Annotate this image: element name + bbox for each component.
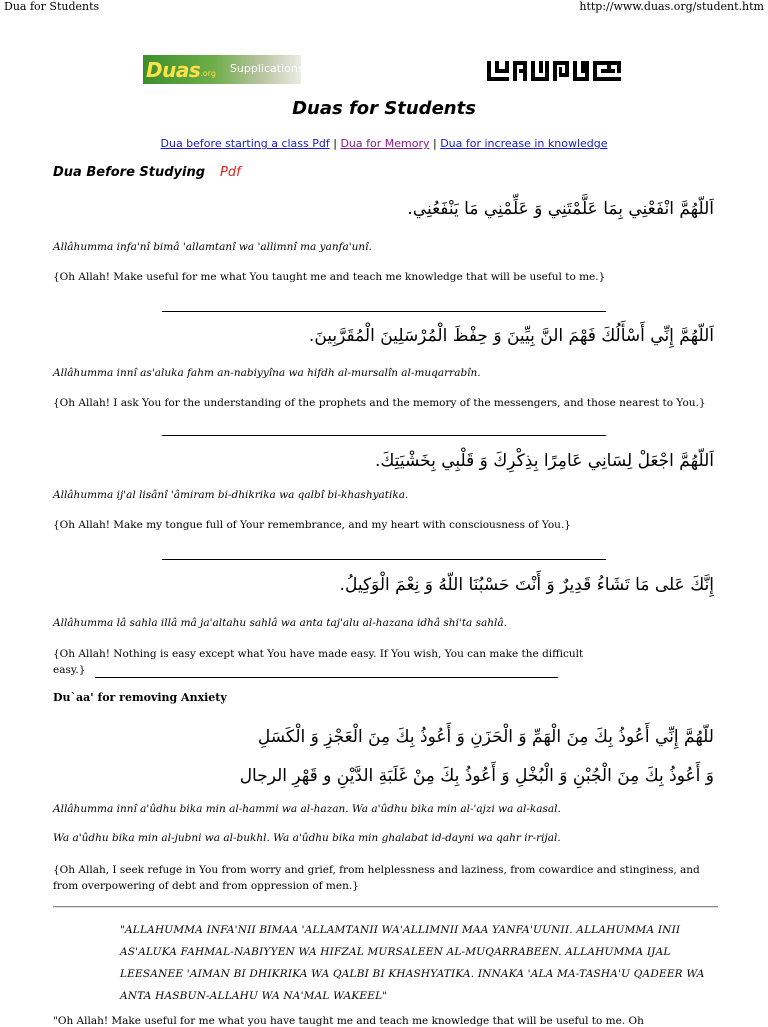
logo-tagline: Supplications xyxy=(229,61,304,75)
divider xyxy=(95,677,558,678)
section-heading-studying: Dua Before Studying xyxy=(53,165,206,180)
link-dua-before-class-pdf[interactable]: Dua before starting a class Pdf xyxy=(160,137,330,150)
logo-org: .org xyxy=(200,69,216,78)
logo-word: Duas xyxy=(146,57,201,82)
dua-transliteration: Allâhumma ij'al lisânî 'âmiram bi-dhikrika wa qalbî bi-khashyatika. xyxy=(53,489,409,501)
browser-page-title: Dua for Students xyxy=(4,0,100,13)
nav-separator: | xyxy=(329,137,341,150)
link-dua-for-memory[interactable]: Dua for Memory xyxy=(340,137,430,150)
dua-arabic: اَللّهُمَّ اجْعَلْ لِسَانِي عَامِرًا بِذِكْرِكَ وَ قَلْبِي بِخَشْيَتِكَ. xyxy=(374,451,714,471)
pdf-link[interactable]: Pdf xyxy=(220,165,241,180)
divider xyxy=(162,435,606,436)
dua-transliteration: Allâhumma lâ sahla illâ mâ ja'altahu sahlâ wa anta taj'alu al-hazana idhâ shi'ta sahlâ. xyxy=(53,617,507,629)
page-title: Duas for Students xyxy=(292,98,476,119)
basmala-calligraphy-icon xyxy=(487,58,623,84)
dua-translation: {Oh Allah! Make useful for me what You taught me and teach me knowledge that will be useful to me.} xyxy=(53,271,606,283)
divider xyxy=(162,559,606,560)
dua-translation: {Oh Allah! I ask You for the understanding of the prophets and the memory of the messengers, and those nearest to You.} xyxy=(53,397,706,409)
dua-translation: {Oh Allah! Nothing is easy except what You have made easy. If You wish, You can make the difficult easy.} xyxy=(53,648,584,676)
transliteration-quote: "ALLAHUMMA INFA'NII BIMAA 'ALLAMTANII WA'ALLIMNII MAA YANFA'UUNII. ALLAHUMMA INII AS'ALUKA FAHMAL-NABIYYEN WA HIFZAL MURSALEEN AL-MUQARRABEEN. ALLAHUMMA IJAL LEESANEE 'AIMAN BI DHIKRIKA WA QALBI BI KHASHYATIKA. INNAKA 'ALA MA-TASHA'U QADEER WA ANTA HASBUN-ALLAHU WA NA'MAL WAKEEL" xyxy=(120,924,705,1002)
bottom-translation: "Oh Allah! Make useful for me what you have taught me and teach me knowledge that will be useful to me. Oh xyxy=(53,1015,644,1027)
dua-translation: {Oh Allah! Make my tongue full of Your remembrance, and my heart with consciousness of You.} xyxy=(53,519,571,531)
dua-arabic: اَللّهُمَّ انْفَعْنِي بِمَا عَلَّمْتَنِي وَ عَلِّمْنِي مَا يَنْفَعُنِي. xyxy=(407,199,714,219)
dua-transliteration: Allâhumma infa'nî bimâ 'allamtanî wa 'allimnî ma yanfa'unî. xyxy=(53,241,372,253)
dua-arabic: إِنَّكَ عَلى مَا تَشَاءُ قَدِيرٌ وَ أَنْتَ حَسْبُنَا اللّهُ وَ نِعْمَ الْوَكِيلُ. xyxy=(339,575,714,595)
nav-separator: | xyxy=(429,137,441,150)
anxiety-transliteration-1: Allâhumma innî a'ûdhu bika min al-hammi wa al-hazan. Wa a'ûdhu bika min al-'ajzi wa al-kasal. xyxy=(53,803,561,815)
link-dua-increase-knowledge[interactable]: Dua for increase in knowledge xyxy=(440,137,608,150)
nav-links xyxy=(0,137,768,150)
anxiety-arabic-line-2: وَ أَعُوذُ بِكَ مِنَ الْجُبْنِ وَ الْبُخْلِ وَ أَعُوذُ بِكَ مِنْ غَلَبَةِ الدَّيْنِ و قَهْرِ الرجال xyxy=(239,766,714,786)
anxiety-translation: {Oh Allah, I seek refuge in You from worry and grief, from helplessness and laziness, from cowardice and stinginess, and from overpowering of debt and from oppression of men.} xyxy=(53,864,700,892)
dua-transliteration: Allâhumma innî as'aluka fahm an-nabiyyîna wa hifdh al-mursalîn al-muqarrabîn. xyxy=(53,367,481,379)
section-heading-anxiety: Du`aa' for removing Anxiety xyxy=(53,691,227,704)
horizontal-rule xyxy=(53,906,718,908)
dua-arabic: اَللّهُمَّ إِنِّي أَسْأَلُكَ فَهْمَ النَّ بِيِّينَ وَ حِفْظَ الْمُرْسَلِينَ الْمُقَرَّبِينَ. xyxy=(308,326,714,346)
browser-page-url: http://www.duas.org/student.htm xyxy=(579,0,764,13)
anxiety-transliteration-2: Wa a'ûdhu bika min al-jubni wa al-bukhl. Wa a'ûdhu bika min ghalabat id-dayni wa qahr ir-rijal. xyxy=(53,832,561,844)
divider xyxy=(162,311,606,312)
duas-logo[interactable] xyxy=(143,55,304,84)
anxiety-arabic-line-1: للّهُمَّ إِنِّي أَعُوذُ بِكَ مِنَ الْهَمِّ وَ الْحَزَنِ وَ أَعُوذُ بِكَ مِنَ الْعَجْزِ وَ الْكَسَلِ xyxy=(257,727,714,747)
